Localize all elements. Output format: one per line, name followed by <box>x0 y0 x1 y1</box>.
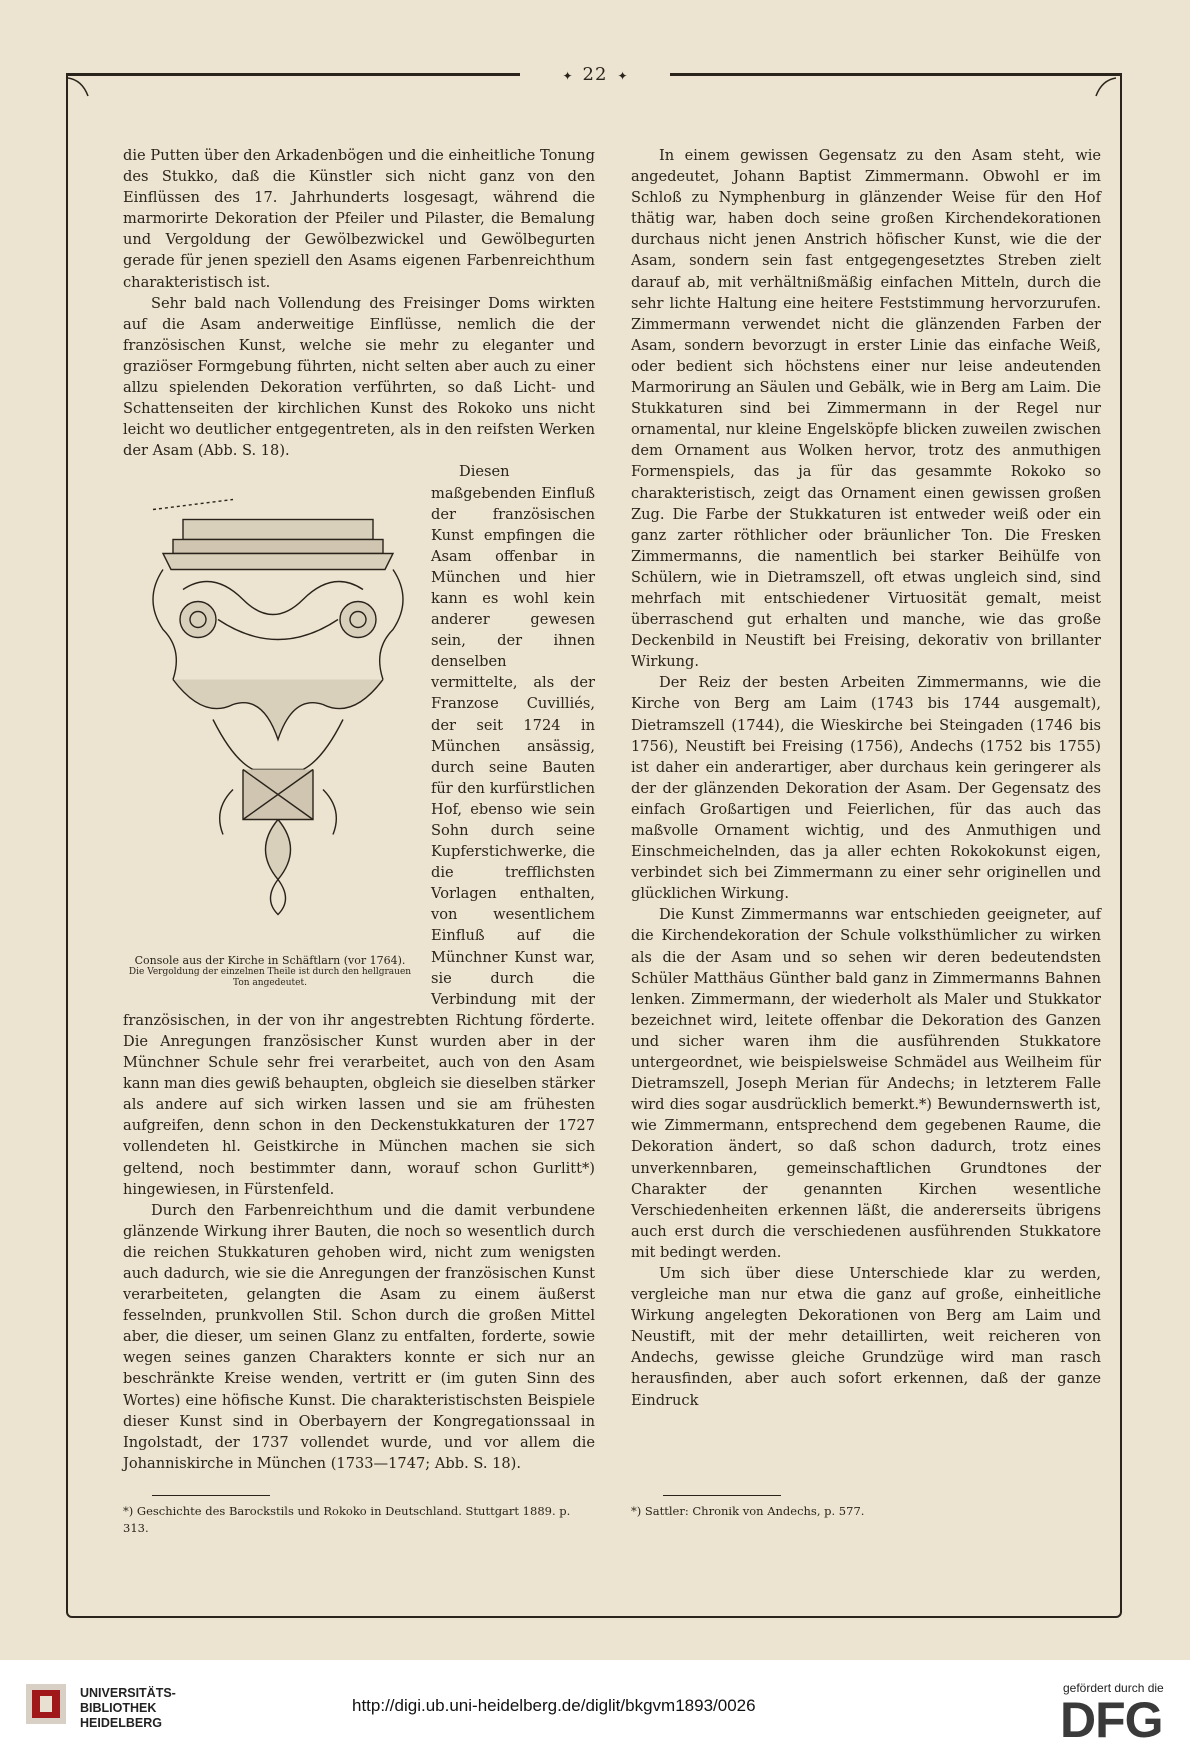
console-figure <box>123 467 417 989</box>
paragraph: die Putten über den Arkadenbögen und die einheitliche Tonung des Stukko, daß die Künstler sich nicht ganz von den Einflüssen des 17. Jahrhunderts losgesagt, während die marmorirte Dekoration der Pfeiler und Pilaster, die Bemalung und Vergoldung der Gewölbezwickel und Gewölbegurten gerade für jenen speziell den Asams eigenen Farbenreichthum charakteristisch ist. <box>123 147 595 291</box>
page-number: 22 <box>582 64 608 85</box>
paragraph: Sehr bald nach Vollendung des Freisinger Doms wirkten auf die Asam anderweitige Einflüsse, nemlich die der französischen Kunst, welche sie mehr zu eleganter und graziöser Formgebung führten, nicht selten aber auch zu einer allzu spielenden Dekoration verführten, so daß Licht- und Schattenseiten der kirchlichen Kunst des Rokoko uns nicht leicht wo deutlicher entgegentreten, als in den reifsten Werken der Asam (Abb. S. 18). <box>123 294 595 460</box>
footnote-rule-left <box>152 1495 270 1496</box>
page-number-header <box>520 60 670 90</box>
institution-line: HEIDELBERG <box>80 1716 162 1730</box>
paragraph: Diesen maßgebenden Einfluß der französischen Kunst empfingen die Asam offenbar in München und hier kann es wohl kein anderer gewesen sein, der ihnen denselben vermittelte, als der Franzose Cuvilliés, der seit 1724 in München ansässig, durch seine Bauten für den kurfürstlichen Hof, ebenso wie sein Sohn durch seine Kupferstichwerke, die die trefflichsten Vorlagen enthalten, von wesentlichem Einfluß auf die Münchner Kunst war, sie durch die Verbindung mit der französischen, in der von ihr angestrebten Richtung förderte. Die Anregungen französischer Kunst wurden aber in der Münchner Schule sehr frei verarbeitet, auch von den Asam kann man dies gewiß behaupten, obgleich sie dieselben stärker als andere auf sich wirken lassen und sie am frühesten aufgreifen, denn schon in den Deckenstukkaturen der 1727 vollendeten hl. Geistkirche in München machen sie sich geltend, noch bestimmter dann, worauf schon Gurlitt*) hingewiesen, in Fürstenfeld. <box>123 463 595 1198</box>
paragraph: Um sich über diese Unterschiede klar zu werden, vergleiche man nur etwa die ganz auf große, einheitliche Wirkung angelegten Dekorationen von Berg am Laim und Neustift, mit der mehr detaillirten, weit reicheren von Andechs, gewisse gleiche Grundzüge wird man rasch herausfinden, aber auch sofort erkennen, daß der ganze Eindruck <box>631 1264 1101 1409</box>
institution-line: UNIVERSITÄTS- <box>80 1686 176 1700</box>
footnote-left: *) Geschichte des Barockstils und Rokoko in Deutschland. Stuttgart 1889. p. 313. <box>123 1504 571 1535</box>
paragraph: Der Reiz der besten Arbeiten Zimmermanns, wie die Kirche von Berg am Laim (1743 bis 1744 ausgemalt), Dietramszell (1744), die Wieskirche bei Steingaden (1746 bis 1756), Neustift bei Freising (1756), Andechs (1752 bis 1755) ist daher ein anderartiger, aber durchaus kein geringerer als der der glänzenden Dekoration der Asam. Der Gegensatz des einfach Großartigen und Feierlichen, für das auch das maßvolle Ornament wichtig, und des Anmuthigen und Einschmeichelnden, das ja aller echten Rokokokunst eigen, verbindet sich bei Zimmermann zu einer sehr originellen und glücklichen Wirkung. <box>631 674 1101 903</box>
console-engraving <box>123 467 417 952</box>
figure-subcaption: Die Vergoldung der einzelnen Theile ist durch den hellgrauen Ton angedeutet. <box>128 967 412 989</box>
corner-ornament-left <box>68 76 90 98</box>
footnote-rule-right <box>663 1495 781 1496</box>
figure-caption: Console aus der Kirche in Schäftlarn (vor 1764). <box>134 954 406 968</box>
paragraph: In einem gewissen Gegensatz zu den Asam steht, wie angedeutet, Johann Baptist Zimmermann. Obwohl er im Schloß zu Nymphenburg in glänzender Weise für den Hof thätig war, haben doch seine großen Kirchendekorationen durchaus nicht jenen Anstrich höfischer Kunst, wie die der Asam, sondern sein fast entgegengesetztes Streben zielt darauf ab, mit verhältnißmäßig einfachen Mitteln, durch die sehr lichte Haltung eine heitere Feststimmung hervorzurufen. Zimmermann verwendet nicht die glänzenden Farben der Asam, sondern bevorzugt in erster Linie das einfache Weiß, oder bedient sich höchstens einer nur leise andeutenden Marmorirung an Säulen und Gebälk, wie in Berg am Laim. Die Stukkaturen sind bei Zimmermann in der Regel nur ornamental, nur kleine Engelsköpfe blicken zuweilen zwischen dem Ornament aus Wolken hervor, trotz des anmuthigen Formenspiels, das ja für das gesammte Rokoko so charakteristisch, zeigt das Ornament einen gewissen großen Zug. Die Farbe der Stukkaturen ist entweder weiß oder ein ganz zarter röthlicher oder bräunlicher Ton. Die Fresken Zimmermanns, die namentlich bei starker Beihülfe von Schülern, wie in Dietramszell, oft etwas ungleich sind, sind mehrfach mit entschiedener Virtuosität gemalt, meist überraschend gut erhalten und manche, wie das große Deckenbild in Neustift bei Freising, dekorativ von brillanter Wirkung. <box>631 147 1101 671</box>
footnote-right: *) Sattler: Chronik von Andechs, p. 577. <box>631 1504 865 1518</box>
dfg-logo: DFG <box>1060 1692 1163 1748</box>
right-text-column <box>631 145 1101 1411</box>
funded-by-label: gefördert durch die <box>1063 1681 1164 1695</box>
paragraph: Durch den Farbenreichthum und die damit verbundene glänzende Wirkung ihrer Bauten, die noch so wesentlich durch die reichen Stukkaturen gehoben wird, nicht zum wenigsten auch dadurch, wie sie die Anregungen der französischen Kunst verarbeiteten, gelangten die Asam zu einem äußerst fesselnden, prunkvollen Stil. Schon durch die großen Mittel aber, die dieser, um seinen Glanz zu entfalten, forderte, sowie wegen seines ganzen Charakters konnte er sich nur an beschränkte Kreise wenden, vertritt er (im guten Sinn des Wortes) eine höfische Kunst. Die charakteristischsten Beispiele dieser Kunst sind in Oberbayern der Kongregationssaal in Ingolstadt, der 1737 vollendet wurde, und vor allem die Johanniskirche in München (1733—1747; Abb. S. 18). <box>123 1201 595 1472</box>
corner-ornament-right <box>1094 76 1116 98</box>
institution-name <box>80 1686 176 1731</box>
institution-line: BIBLIOTHEK <box>80 1701 157 1715</box>
university-logo-icon <box>22 1680 70 1728</box>
permalink-url[interactable]: http://digi.ub.uni-heidelberg.de/diglit/bkgvm1893/0026 <box>352 1696 756 1715</box>
ornament-right-icon: ✦ <box>617 69 628 83</box>
paragraph: Die Kunst Zimmermanns war entschieden geeigneter, auf die Kirchendekoration der Schule volksthümlicher zu wirken als die der Asam und so sehen wir deren bedeutendsten Schüler Matthäus Günther bald ganz in Zimmermanns Bahnen lenken. Zimmermann, der wiederholt als Maler und Stukkator bezeichnet wird, leitete offenbar die Dekoration des Ganzen und sicher waren ihm die ausführenden Stukkatore untergeordnet, wie beispielsweise Schmädel aus Weilheim für Dietramszell, Joseph Merian für Andechs; in letzterem Falle wird dies sogar ausdrücklich bemerkt.*) Bewundernswerth ist, wie Zimmermann, entsprechend dem gegebenen Raume, die Dekoration ändert, so daß schon dadurch, trotz eines unverkennbaren, gemeinschaftlichen Grundtones der Charakter der genannten Kirchen wesentliche Verschiedenheiten erkennen läßt, die andererseits übrigens auch erst durch die verschiedenen ausführenden Stukkatore mit bedingt werden. <box>631 906 1101 1261</box>
left-text-column <box>123 145 595 1474</box>
ornament-left-icon: ✦ <box>562 69 573 83</box>
